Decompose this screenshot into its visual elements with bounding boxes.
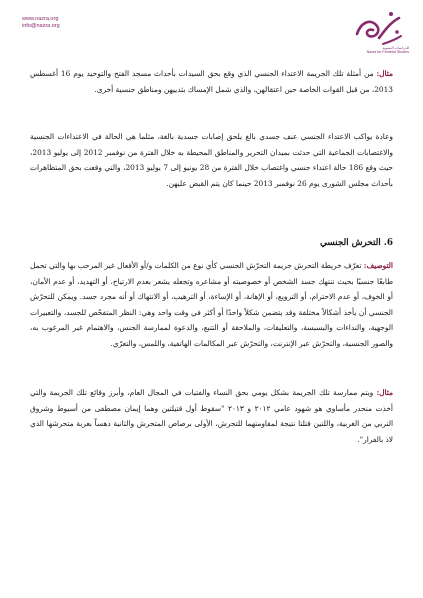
website-link[interactable]: www.nazra.org <box>22 16 59 22</box>
nazra-logo <box>351 8 407 50</box>
section-heading <box>320 238 393 248</box>
description-label: التوصيف: <box>363 261 393 270</box>
example-text: من أمثلة تلك الجريمة الاعتداء الجنسي الذي وقع بحق السيدات بأحداث مسجد الفتح والتوحيد يوم 16 أغسطس 2013، من قبل القوات الخاصة حين اعتقالهن، والذي شمل الإمساك بثدييهن ومناطق جنسية أخرى. <box>30 69 393 94</box>
example-paragraph-2 <box>30 385 393 447</box>
body-paragraph-2: وعادة يواكب الاعتداء الجنسي عنف جسدي بالغ يلحق إصابات جسدية بالغة، مثلما هي الحالة في الاعتداءات الجنسية والاغتصابات الجماعية التي حدثت بميدان التحرير والمناطق المحيطة به خلال الفترة من نوفمبر 2012 إلى يوليو 2013، حيث وقع 186 حالة اعتداء جنسي واغتصاب خلال الفترة من 28 يونيو إلى 7 يوليو 2013، والتي وقعت بحق المتظاهرات بأحداث مجلس الشورى يوم 26 نوفمبر 2013 حينما كان يتم القبض عليهن. <box>30 132 394 188</box>
example-text: ويتم ممارسة تلك الجريمة بشكل يومي بحق النساء والفتيات في المجال العام، وأبرز وقائع تلك الجريمة والتي أخذت منحدر مأساوي هو شهود عامي ٢٠١٢ و ٢٠١٣ "سقوط أول قتيلتين وهما إيمان مصطفى من أسيوط وشروق التربي من الغربية، واللتين قتلتا نتيجة لمقاومتهما للتحرش، الأولى برصاص المتحرش والثانية دهساً بعربة متحرشها الذي لاذ بالفرار". <box>30 388 393 444</box>
section-title: التحرش الجنسي <box>319 238 381 248</box>
email-link[interactable]: info@nazra.org <box>22 23 60 29</box>
header-contact <box>22 16 60 30</box>
logo-subtitle-ar: للدراسات النسوية <box>382 46 409 50</box>
example-paragraph-1 <box>30 66 393 97</box>
logo-subtitle-en: Nazra for Feminist Studies <box>366 50 409 54</box>
description-paragraph <box>30 258 393 352</box>
example-label: مثال: <box>376 388 393 397</box>
nazra-logo-mark <box>351 8 407 50</box>
description-text: تعرّف خريطة التحرش جريمة التحرّش الجنسي كأي نوع من الكلمات و/أو الأفعال غير المرحب بها والتي تحمل طابعًا جنسيًا بحيث تنتهك جسد الشخص أو خصوصيته أو مشاعره وتجعله يشعر بعدم الارتياح، أو التهديد، أو عدم الأمان، أو الخوف، أو عدم الاحترام، أو الترويع، أو الإهانة، أو الإساءة، أو الترهيب، أو الانتهاك أو أنه مجرد جسد. ويمكن للتحرّش الجنسي أن يأخذ أشكالاً مختلفة وقد يتضمن شكلاً واحدًا أو أكثر في وقت واحد وهي: النظر المتفحّص للجسد، والتعبيرات الوجهية، والنداءات والبسبسة، والتعليقات، والملاحقة أو التتبع، والدعوة لممارسة الجنس، والاهتمام غير المرغوب به، والصور الجنسية، والتحرّش عبر الإنترنت، والتحرّش عبر المكالمات الهاتفية، واللمس، والتعرّي. <box>30 261 393 348</box>
section-number: 6. <box>383 238 393 248</box>
example-label: مثال: <box>376 69 393 78</box>
logo-subtitle <box>349 46 409 54</box>
